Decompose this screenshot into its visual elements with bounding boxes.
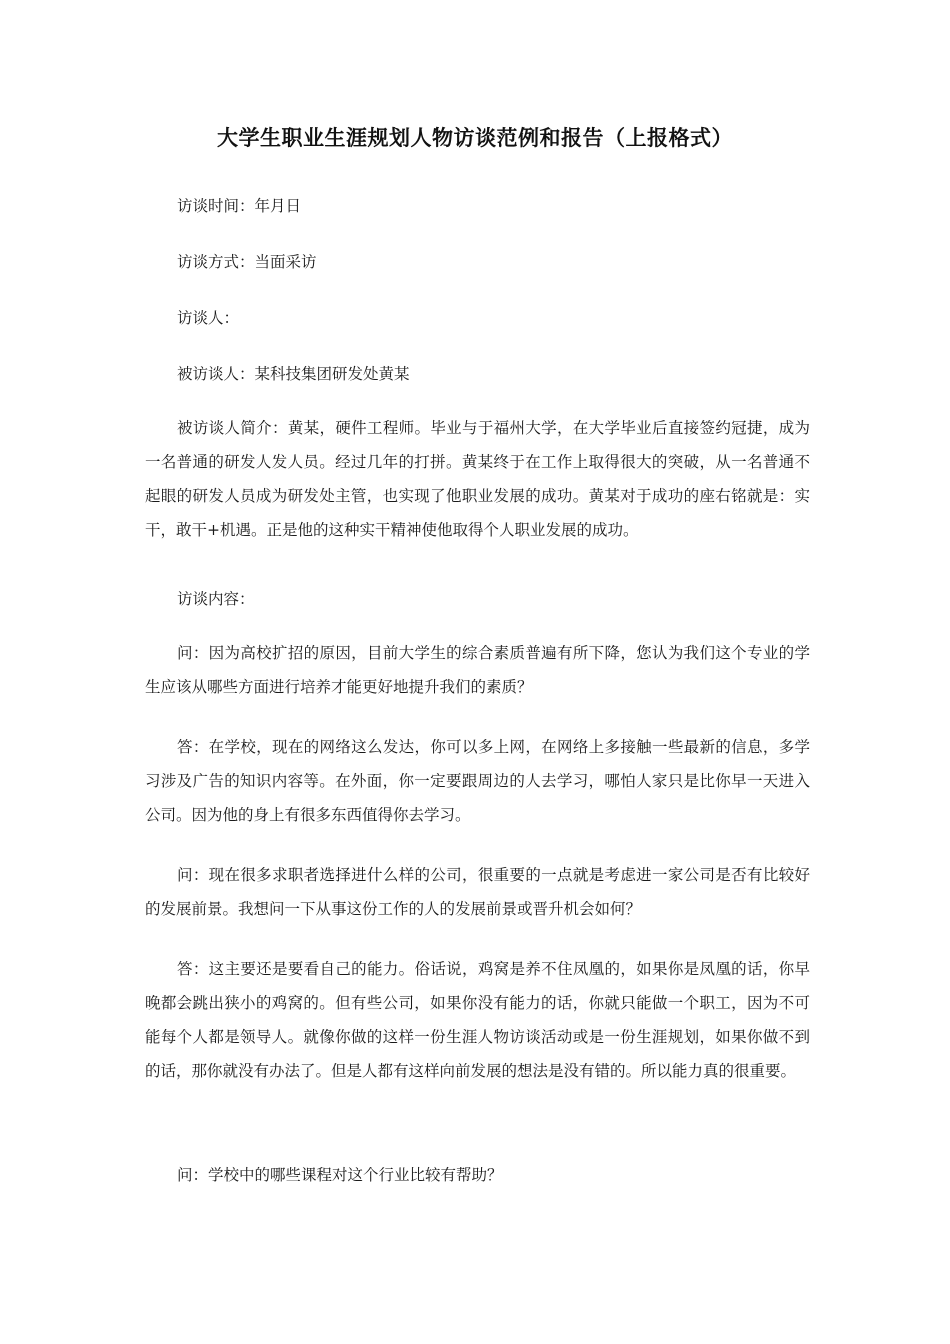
interviewer: 访谈人： [177,309,240,327]
interviewee: 被访谈人：某科技集团研发处黄某 [177,365,410,383]
answer-1: 答：在学校，现在的网络这么发达，你可以多上网，在网络上多接触一些最新的信息，多学习涉及广告的知识内容等。在外面，你一定要跟周边的人去学习，哪怕人家只是比你早一天进入公司。因为他的身上有很多东西值得你去学习。 [145,738,810,824]
question-3: 问：学校中的哪些课程对这个行业比较有帮助？ [177,1166,503,1184]
interview-time: 访谈时间：年月日 [177,197,302,215]
content-label: 访谈内容： [177,590,255,608]
question-2: 问：现在很多求职者选择进什么样的公司，很重要的一点就是考虑进一家公司是否有比较好的发展前景。我想问一下从事这份工作的人的发展前景或晋升机会如何？ [145,866,810,918]
document-title: 大学生职业生涯规划人物访谈范例和报告（上报格式） [217,125,733,150]
answer-2: 答：这主要还是要看自己的能力。俗话说，鸡窝是养不住凤凰的，如果你是凤凰的话，你早晚都会跳出狭小的鸡窝的。但有些公司，如果你没有能力的话，你就只能做一个职工，因为不可能每个人都是领导人。就像你做的这样一份生涯人物访谈活动或是一份生涯规划，如果你做不到的话，那你就没有办法了。但是人都有这样向前发展的想法是没有错的。所以能力真的很重要。 [145,960,810,1080]
interviewee-intro: 被访谈人简介：黄某，硬件工程师。毕业与于福州大学，在大学毕业后直接签约冠捷，成为一名普通的研发人发人员。经过几年的打拼。黄某终于在工作上取得很大的突破，从一名普通不起眼的研发人员成为研发处主管，也实现了他职业发展的成功。黄某对于成功的座右铭就是：实干，敢干+机遇。正是他的这种实干精神使他取得个人职业发展的成功。 [145,419,810,539]
interview-method: 访谈方式：当面采访 [177,253,317,271]
question-1: 问：因为高校扩招的原因，目前大学生的综合素质普遍有所下降，您认为我们这个专业的学生应该从哪些方面进行培养才能更好地提升我们的素质？ [145,644,810,696]
